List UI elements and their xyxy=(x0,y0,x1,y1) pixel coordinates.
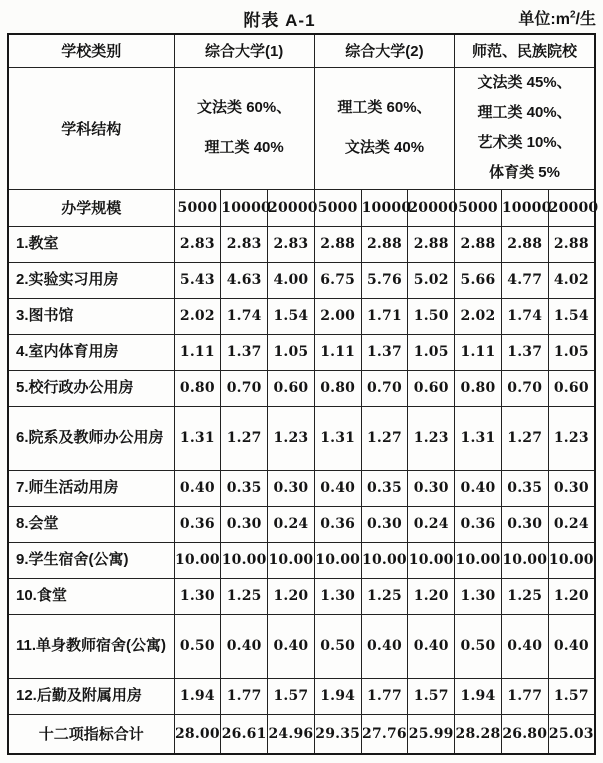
table-row xyxy=(8,334,595,370)
indicator-value: 4.02 xyxy=(548,262,595,298)
total-value: 28.28 xyxy=(455,714,502,754)
indicator-value: 1.05 xyxy=(548,334,595,370)
indicator-value: 10.00 xyxy=(548,542,595,578)
header-group-3: 师范、民族院校 xyxy=(455,34,595,67)
indicator-value: 0.36 xyxy=(174,506,221,542)
indicator-value: 0.40 xyxy=(548,614,595,678)
indicator-value: 0.60 xyxy=(268,370,315,406)
indicator-value: 0.30 xyxy=(548,470,595,506)
indicator-value: 10.00 xyxy=(455,542,502,578)
indicator-value: 0.24 xyxy=(408,506,455,542)
indicator-value: 0.35 xyxy=(501,470,548,506)
total-value: 24.96 xyxy=(268,714,315,754)
indicator-value: 0.36 xyxy=(455,506,502,542)
indicator-value: 0.50 xyxy=(455,614,502,678)
indicator-value: 1.77 xyxy=(221,678,268,714)
indicator-value: 4.77 xyxy=(501,262,548,298)
total-value: 27.76 xyxy=(361,714,408,754)
table-row xyxy=(8,226,595,262)
indicator-value: 0.60 xyxy=(548,370,595,406)
row-label: 10.食堂 xyxy=(8,578,174,614)
structure-cell-2 xyxy=(314,67,454,189)
row-label: 2.实验实习用房 xyxy=(8,262,174,298)
table-row xyxy=(8,370,595,406)
indicator-value: 1.25 xyxy=(221,578,268,614)
header-school-scale: 办学规模 xyxy=(8,189,174,226)
scale-value: 20000 xyxy=(548,189,595,226)
structure-line: 文法类 40% xyxy=(344,139,425,156)
header-school-category: 学校类别 xyxy=(8,34,174,67)
indicator-value: 0.80 xyxy=(455,370,502,406)
total-value: 25.03 xyxy=(548,714,595,754)
indicator-value: 10.00 xyxy=(268,542,315,578)
indicator-value: 2.88 xyxy=(501,226,548,262)
row-label: 3.图书馆 xyxy=(8,298,174,334)
structure-line: 艺术类 10%、 xyxy=(477,134,572,151)
indicator-value: 1.20 xyxy=(408,578,455,614)
indicator-value: 1.31 xyxy=(314,406,361,470)
row-label: 11.单身教师宿舍(公寓) xyxy=(8,614,174,678)
scale-value: 5000 xyxy=(174,189,221,226)
indicator-value: 0.70 xyxy=(501,370,548,406)
indicator-value: 1.25 xyxy=(501,578,548,614)
scale-value: 10000 xyxy=(361,189,408,226)
table-title: 附表 A-1 xyxy=(243,11,316,30)
indicator-value: 10.00 xyxy=(501,542,548,578)
table-row xyxy=(8,506,595,542)
indicator-value: 1.20 xyxy=(268,578,315,614)
indicator-value: 1.77 xyxy=(501,678,548,714)
indicator-value: 1.23 xyxy=(408,406,455,470)
indicator-value: 1.27 xyxy=(361,406,408,470)
indicator-value: 0.40 xyxy=(174,470,221,506)
indicator-value: 1.77 xyxy=(361,678,408,714)
table-row xyxy=(8,578,595,614)
indicator-value: 0.40 xyxy=(221,614,268,678)
unit-label xyxy=(518,6,596,29)
indicator-value: 1.23 xyxy=(268,406,315,470)
structure-cell-3 xyxy=(455,67,595,189)
indicator-value: 2.83 xyxy=(221,226,268,262)
indicator-value: 0.50 xyxy=(174,614,221,678)
indicator-value: 0.30 xyxy=(361,506,408,542)
row-label: 8.会堂 xyxy=(8,506,174,542)
indicator-value: 5.76 xyxy=(361,262,408,298)
indicator-value: 0.50 xyxy=(314,614,361,678)
row-label: 5.校行政办公用房 xyxy=(8,370,174,406)
unit-prefix: 单位:m xyxy=(518,11,570,28)
table-caption-row xyxy=(0,0,603,33)
indicator-value: 1.23 xyxy=(548,406,595,470)
indicator-value: 1.37 xyxy=(361,334,408,370)
indicator-value: 1.37 xyxy=(501,334,548,370)
indicator-value: 0.36 xyxy=(314,506,361,542)
structure-line: 理工类 60%、 xyxy=(337,99,432,116)
indicator-value: 1.11 xyxy=(314,334,361,370)
indicator-value: 2.02 xyxy=(174,298,221,334)
table-row xyxy=(8,470,595,506)
table-row xyxy=(8,542,595,578)
scale-value: 10000 xyxy=(221,189,268,226)
row-label: 6.院系及教师办公用房 xyxy=(8,406,174,470)
row-label: 1.教室 xyxy=(8,226,174,262)
indicator-value: 1.05 xyxy=(408,334,455,370)
indicator-value: 2.88 xyxy=(548,226,595,262)
indicator-value: 10.00 xyxy=(408,542,455,578)
indicator-value: 6.75 xyxy=(314,262,361,298)
indicator-value: 1.74 xyxy=(501,298,548,334)
indicator-value: 1.57 xyxy=(548,678,595,714)
indicator-value: 1.27 xyxy=(221,406,268,470)
indicator-value: 0.24 xyxy=(268,506,315,542)
total-row-label: 十二项指标合计 xyxy=(8,714,174,754)
structure-line: 体育类 5% xyxy=(489,164,560,181)
indicator-value: 10.00 xyxy=(361,542,408,578)
indicator-value: 1.94 xyxy=(174,678,221,714)
indicator-value: 1.74 xyxy=(221,298,268,334)
indicator-value: 0.35 xyxy=(361,470,408,506)
total-row xyxy=(8,714,595,754)
indicator-value: 0.40 xyxy=(361,614,408,678)
structure-line: 文法类 60%、 xyxy=(197,99,292,116)
indicator-value: 1.37 xyxy=(221,334,268,370)
indicator-value: 0.70 xyxy=(221,370,268,406)
header-group-2: 综合大学(2) xyxy=(314,34,454,67)
indicator-value: 1.94 xyxy=(455,678,502,714)
scale-value: 5000 xyxy=(455,189,502,226)
row-label: 12.后勤及附属用房 xyxy=(8,678,174,714)
indicator-value: 1.57 xyxy=(408,678,455,714)
indicator-value: 1.71 xyxy=(361,298,408,334)
indicator-value: 2.00 xyxy=(314,298,361,334)
table-row xyxy=(8,262,595,298)
scale-value: 20000 xyxy=(268,189,315,226)
scale-value: 20000 xyxy=(408,189,455,226)
structure-row xyxy=(8,67,595,189)
indicator-value: 1.30 xyxy=(174,578,221,614)
indicator-value: 1.31 xyxy=(455,406,502,470)
indicator-value: 1.11 xyxy=(174,334,221,370)
structure-line: 理工类 40% xyxy=(204,139,284,156)
indicator-value: 0.30 xyxy=(408,470,455,506)
indicator-value: 0.80 xyxy=(174,370,221,406)
indicator-value: 0.40 xyxy=(408,614,455,678)
table-row xyxy=(8,614,595,678)
indicator-value: 1.54 xyxy=(548,298,595,334)
scale-value: 10000 xyxy=(501,189,548,226)
indicator-value: 0.24 xyxy=(548,506,595,542)
indicator-value: 2.88 xyxy=(455,226,502,262)
indicator-value: 1.57 xyxy=(268,678,315,714)
indicator-value: 0.30 xyxy=(268,470,315,506)
indicator-value: 1.11 xyxy=(455,334,502,370)
indicator-value: 0.40 xyxy=(455,470,502,506)
structure-line: 文法类 45%、 xyxy=(477,74,572,91)
indicator-value: 0.40 xyxy=(314,470,361,506)
indicator-value: 2.02 xyxy=(455,298,502,334)
indicator-value: 2.83 xyxy=(268,226,315,262)
total-value: 26.80 xyxy=(501,714,548,754)
indicator-value: 1.50 xyxy=(408,298,455,334)
indicator-value: 0.35 xyxy=(221,470,268,506)
table-row xyxy=(8,298,595,334)
row-label: 9.学生宿舍(公寓) xyxy=(8,542,174,578)
indicator-value: 0.30 xyxy=(221,506,268,542)
indicator-value: 1.30 xyxy=(455,578,502,614)
row-label: 7.师生活动用房 xyxy=(8,470,174,506)
indicator-value: 1.25 xyxy=(361,578,408,614)
unit-superscript: 2 xyxy=(569,9,576,21)
header-discipline-structure: 学科结构 xyxy=(8,67,174,189)
indicator-value: 2.88 xyxy=(314,226,361,262)
area-indicator-table xyxy=(7,33,599,755)
header-row xyxy=(8,34,595,67)
scale-row xyxy=(8,189,595,226)
indicator-value: 10.00 xyxy=(174,542,221,578)
indicator-value: 0.40 xyxy=(268,614,315,678)
indicator-value: 1.27 xyxy=(501,406,548,470)
total-value: 26.61 xyxy=(221,714,268,754)
scale-value: 5000 xyxy=(314,189,361,226)
indicator-value: 4.00 xyxy=(268,262,315,298)
indicator-value: 10.00 xyxy=(314,542,361,578)
indicator-value: 1.20 xyxy=(548,578,595,614)
header-group-1: 综合大学(1) xyxy=(174,34,314,67)
indicator-value: 10.00 xyxy=(221,542,268,578)
indicator-value: 2.83 xyxy=(174,226,221,262)
total-value: 25.99 xyxy=(408,714,455,754)
total-value: 29.35 xyxy=(314,714,361,754)
table-row xyxy=(8,406,595,470)
indicator-value: 1.94 xyxy=(314,678,361,714)
indicator-value: 0.30 xyxy=(501,506,548,542)
indicator-value: 5.66 xyxy=(455,262,502,298)
indicator-value: 2.88 xyxy=(361,226,408,262)
indicator-value: 1.54 xyxy=(268,298,315,334)
indicator-value: 5.02 xyxy=(408,262,455,298)
indicator-value: 5.43 xyxy=(174,262,221,298)
indicator-value: 1.30 xyxy=(314,578,361,614)
indicator-value: 4.63 xyxy=(221,262,268,298)
indicator-value: 0.80 xyxy=(314,370,361,406)
table-row xyxy=(8,678,595,714)
structure-cell-1 xyxy=(174,67,314,189)
indicator-value: 2.88 xyxy=(408,226,455,262)
indicator-value: 0.70 xyxy=(361,370,408,406)
indicator-value: 0.40 xyxy=(501,614,548,678)
indicator-value: 0.60 xyxy=(408,370,455,406)
structure-line: 理工类 40%、 xyxy=(477,104,572,121)
unit-suffix: /生 xyxy=(575,11,596,28)
indicator-value: 1.31 xyxy=(174,406,221,470)
indicator-value: 1.05 xyxy=(268,334,315,370)
total-value: 28.00 xyxy=(174,714,221,754)
row-label: 4.室内体育用房 xyxy=(8,334,174,370)
